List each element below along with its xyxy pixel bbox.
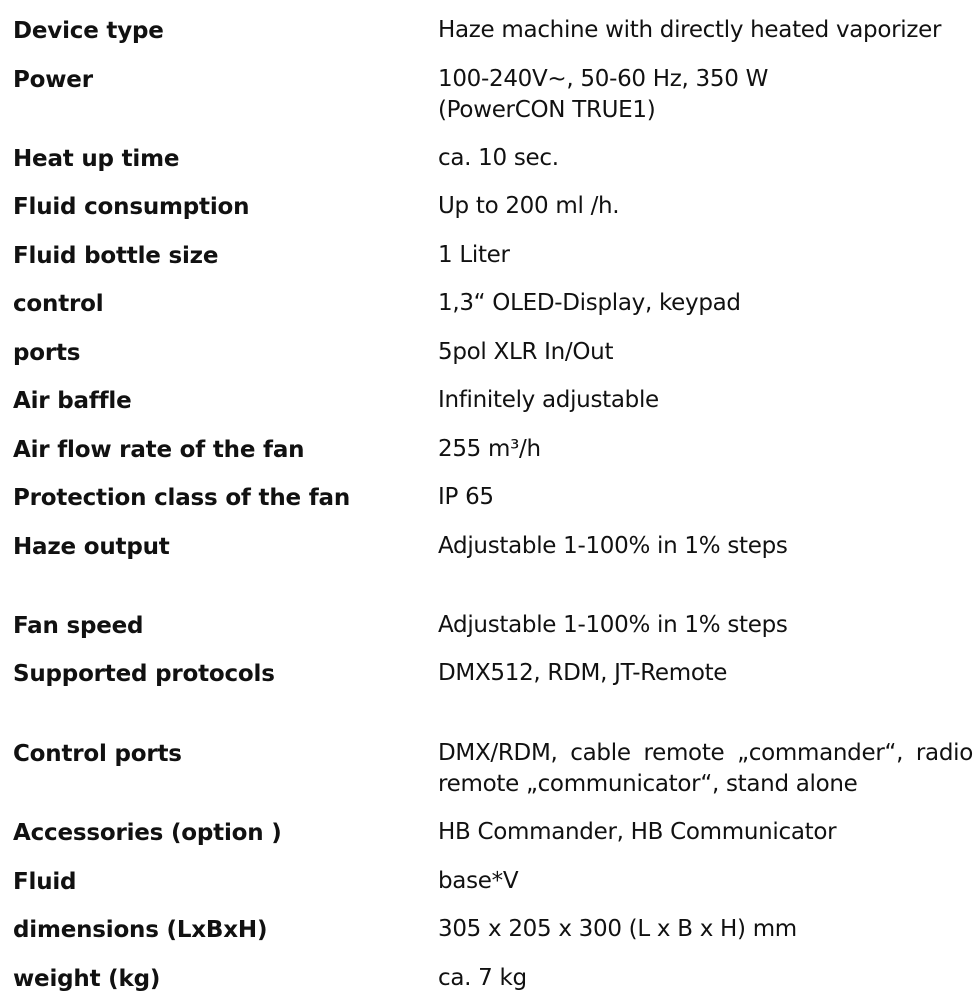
spec-value-line: DMX512, RDM, JT-Remote [438,660,728,686]
spec-value [438,738,973,800]
spec-value-line: Infinitely adjustable [438,387,659,413]
spec-value [438,143,973,174]
spec-value-line: 1 Liter [438,242,510,268]
spec-value [438,531,973,562]
spec-value [438,385,973,416]
spec-value [438,64,973,126]
spec-value-line: Haze machine with directly heated vaporizer [438,17,942,43]
spec-value-line: ca. 10 sec. [438,145,559,171]
spec-value-line: Adjustable 1-100% in 1% steps [438,612,788,638]
spec-value-line: ca. 7 kg [438,965,527,991]
spec-label: Fluid consumption [13,194,250,220]
spec-label: Fan speed [13,613,144,639]
spec-label: Air flow rate of the fan [13,437,305,463]
spec-value-line: 5pol XLR In/Out [438,339,614,365]
spec-label: Air baffle [13,388,132,414]
spec-value [438,817,973,848]
spec-value [438,914,973,945]
spec-value-line: (PowerCON TRUE1) [438,97,656,123]
spec-value [438,658,973,689]
spec-label: Accessories (option ) [13,820,282,846]
spec-value-line: HB Commander, HB Communicator [438,819,837,845]
spec-value-line: Adjustable 1-100% in 1% steps [438,533,788,559]
spec-value [438,963,973,994]
spec-label: Control ports [13,741,182,767]
spec-value [438,610,973,641]
spec-value-line: 305 x 205 x 300 (L x B x H) mm [438,916,797,942]
spec-label: ports [13,340,81,366]
spec-value [438,288,973,319]
spec-value [438,482,973,513]
spec-value [438,337,973,368]
spec-label: Supported protocols [13,661,275,687]
spec-value-line: remote „communicator“, stand alone [438,771,858,797]
spec-label: Power [13,67,93,93]
spec-label: Fluid [13,869,77,895]
spec-label: dimensions (LxBxH) [13,917,268,943]
spec-value-line: 255 m³/h [438,436,541,462]
spec-value [438,434,973,465]
spec-value [438,240,973,271]
spec-value-line: DMX/RDM, cable remote „commander“, radio [438,740,973,766]
spec-value [438,15,973,46]
spec-label: weight (kg) [13,966,161,992]
spec-value [438,191,973,222]
spec-label: Device type [13,18,164,44]
spec-label: control [13,291,104,317]
spec-value-line: IP 65 [438,484,494,510]
spec-value-line: Up to 200 ml /h. [438,193,620,219]
spec-value [438,866,973,897]
spec-value-line: 1,3“ OLED-Display, keypad [438,290,741,316]
spec-label: Heat up time [13,146,180,172]
spec-value-line: base*V [438,868,519,894]
spec-label: Protection class of the fan [13,485,351,511]
spec-value-line: 100-240V~, 50-60 Hz, 350 W [438,66,769,92]
spec-label: Fluid bottle size [13,243,219,269]
spec-label: Haze output [13,534,170,560]
